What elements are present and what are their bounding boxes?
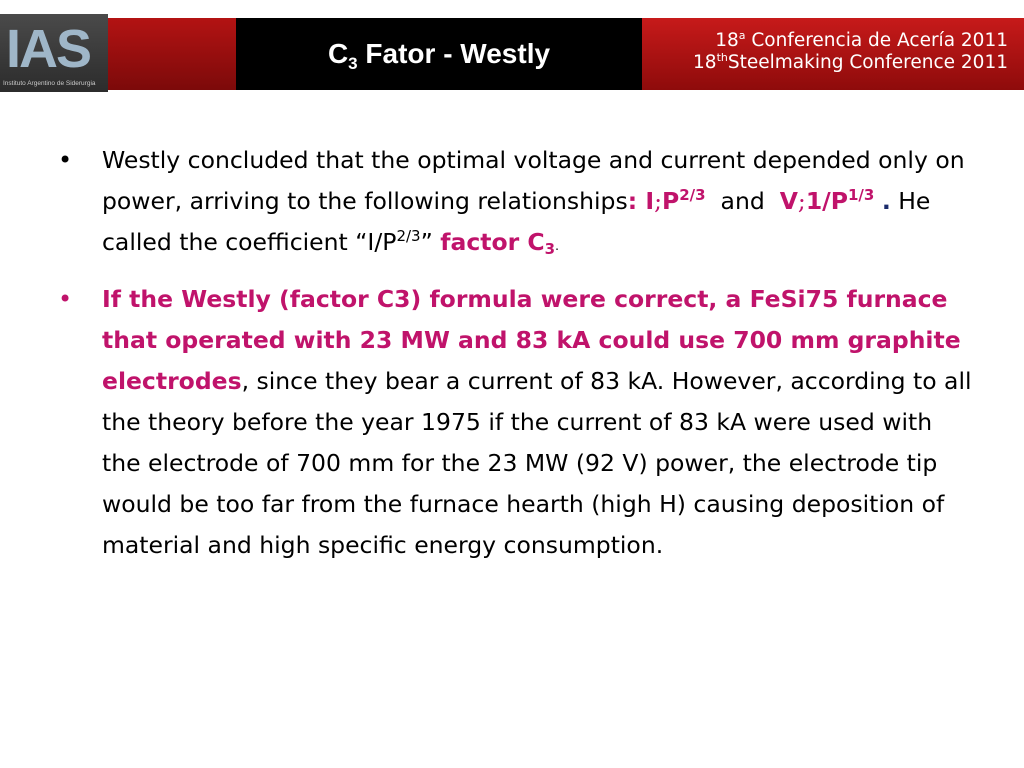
relationship-dot: . [881, 187, 891, 215]
proportional-symbol-2: ; [797, 187, 806, 215]
bullet-marker: • [58, 146, 73, 174]
title-subscript: 3 [348, 54, 358, 73]
logo-subtitle: Instituto Argentino de Siderurgia [3, 80, 96, 87]
ias-logo [0, 14, 108, 92]
power-symbol: P [662, 187, 680, 215]
slide-body [56, 140, 976, 566]
conference-line-en: 18thSteelmaking Conference 2011 [693, 51, 1008, 73]
inverse-power: 1/P [805, 187, 848, 215]
bullet-2-highlight: If the Westly (factor C3) formula were correct, a FeSi75 furnace that operated with 23 MW and 83 kA could use 700 mm graphite electrodes [102, 285, 961, 395]
bullet-marker: • [58, 285, 73, 313]
conference-line-es: 18$^a$ Conferencia de Acería 2011 [715, 29, 1008, 51]
coefficient-quote-close: ” [420, 228, 433, 256]
power-exponent: 2/3 [679, 186, 706, 204]
bullet-fesi75-example [56, 279, 976, 566]
logo-text: IAS [6, 19, 91, 79]
colon: : [627, 187, 638, 215]
end-dot: . [555, 239, 559, 253]
voltage-symbol: V [779, 187, 798, 215]
title-rest: Fator - Westly [357, 38, 551, 69]
factor-label: factor C [440, 228, 545, 256]
title-c: C [327, 38, 349, 69]
slide-title [236, 37, 642, 71]
coefficient-exponent: 2/3 [396, 227, 421, 245]
coefficient-text: He called the coefficient [102, 187, 931, 256]
header-red-strip [108, 18, 236, 90]
factor-subscript: 3 [544, 240, 556, 258]
current-symbol: I [637, 187, 655, 215]
inverse-power-exponent: 1/3 [848, 186, 875, 204]
bullet-westly-relationships [56, 140, 976, 267]
proportional-symbol: ; [654, 187, 662, 215]
slide-header [0, 0, 1024, 100]
title-box [236, 18, 642, 90]
bullet-2-text: , since they bear a current of 83 kA. However, according to all the theory before the year 1975 if the current of 83 kA were used with the electrode of 700 mm for the 23 MW (92 V) power, the electrode tip would be too far from the furnace hearth (high H) causing deposition of material and high specific energy consumption. [102, 367, 972, 559]
coefficient-quote: “I/P [355, 228, 397, 256]
conference-banner [642, 18, 1024, 90]
bullet-1-text: Westly concluded that the optimal voltage and current depended only on power, arriving to the following relationships [102, 146, 965, 215]
and-word: and [720, 187, 765, 215]
